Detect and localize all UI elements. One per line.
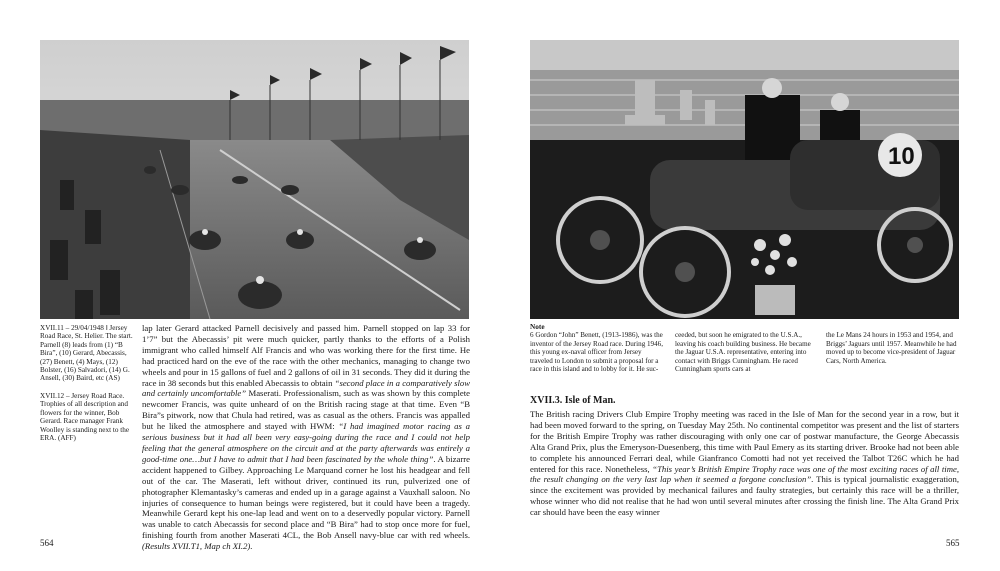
text-run: The British racing Drivers Club Empire Trophy meeting was raced in the Isle of Man for the second year in a row, but it had been moved forward to the spring, on Tuesday May 25th. No continental competitor was present and the list of starters for the British Empire Trophy was rather discouraging with only one car of postwar manufacture, the George Abecassis Alta Grand Prix, plus the Emeryson-Duesenberg, this time with Paul Emery as its starting driver. Brooke had not been able to complete his announced Ferrari deal, while Gianfranco Comotti had not yet received the Talbot T26C which he had entered for this race. Nonetheless, [530, 409, 959, 474]
section-heading: XVII.3. Isle of Man. [530, 395, 616, 406]
quote-run: “This year’s British Empire Trophy race was one of the most exciting races of all time, the result changing on the very last lap when it seemed a forgone conclusion” [530, 463, 959, 485]
photo-caption-1: XVII.11 – 29/04/1948 ‖ Jersey Road Race, St. Helier. The start. Parnell (8) leads from (1) “B Bira”, (10) Gerard, Abecassis, (27) Benett, (4) Mays, (12) Bolster, (16) Salvadori, (14) G. Ansell, (30) Baird, etc (AS) [40, 324, 133, 383]
footnote-column-3 [826, 323, 962, 365]
footnote-column-1 [530, 323, 666, 373]
svg-text:10: 10 [888, 143, 915, 170]
race-start-photo [40, 40, 469, 319]
quote-run: “second place in a comparatively slow and certainly uncomfortable” [142, 377, 471, 399]
text-run: . This is typical journalistic exaggeration, since the excitement was provided by mechanical failures and faulty strategies, but certainly this race will be a thriller, whose winner who did not realise that he had won until several minutes after crossing the finish line. The Alta Grand Prix car should have been the easy winner [530, 474, 960, 518]
note-text: 6 Gordon “John” Benett, (1913-1986), was the inventor of the Jersey Road race. During 1946, this young ex-naval officer from Jersey traveled to London to submit a proposal for a race in this island and to lobby for it. He suc- [530, 331, 663, 374]
right-body-text [530, 409, 959, 518]
text-run: lap later Gerard attacked Parnell decisively and passed him. Parnell stopped on lap 33 for 1’7” but the Abecassis’ pit were much quicker, partly thanks to the efforts of a Polish immigrant who called himself Alf Francis and who was working there for the first time. He had practiced hard on the eve of the race with the other mechanics, managing to change two wheels and pour in 15 gallons of fuel and 2 gallons of oil in 31 seconds. They did it during the race in 38 seconds but this enabled Abecassis to obtain [142, 323, 470, 388]
photo-caption-2: XVII.12 – Jersey Road Race. Trophies of all description and flowers for the winner, Bob Gerard. Race manager Frank Woolley is standing next to the ERA. (AFF) [40, 392, 130, 443]
text-run: . A bizarre accident happened to Gilbey. Approaching Le Marquand corner he lost his headgear and fell out of the car. The Maserati, left without driver, continued its run, pulverized one of photographer Klemantasky’s cameras and ended up in a garage against a Vauxhall saloon. No injuries of consequence to human beings were registered, but it could have been a tragedy. Meanwhile Gerard kept his one-lap lead and went on to a deservedly popular victory. Parnell was unable to catch Abecassis for second place and “B Bira” had to stop once more for fuel, finishing fourth from another Maserati 4CL, the Bob Ansell navy-blue car with red wheels. [142, 453, 470, 541]
page-number-left: 564 [40, 538, 54, 548]
note-title: Note [530, 322, 545, 331]
reference-run: (Results XVII.T1, Map ch XI.2). [142, 541, 253, 552]
footnote-column-2 [675, 323, 811, 373]
text-run: Maserati. Professionalism, such as was shown by this complete newcomer Francis, was quite unheard of on the British racing stage at that time. Even “B Bira”s pitwork, now that Chula had retired, was as casual as the others. Francis was appalled but he liked the atmosphere and stayed with HWM: [142, 388, 470, 432]
note-text: the Le Mans 24 hours in 1953 and 1954, and Briggs’ Jaguars until 1957. Meanwhile he had moved up to become vice-president of Jaguar Cars, North America. [826, 331, 957, 365]
left-body-text [142, 323, 470, 552]
page-number-right: 565 [946, 538, 960, 548]
trophies-and-race-car-photo [530, 40, 959, 319]
note-text: ceeded, but soon he emigrated to the U.S.A., leaving his coach building business. He became the Jaguar U.S.A. representative, entering into contact with Briggs Cunningham. He raced Cunningham sports cars at [675, 331, 811, 374]
quote-run: “I had imagined motor racing as a serious business but it had all been very easy-going during the race and I could not help feeling that the general atmosphere on the circuit and at the party afterwards was entirely a good-time one…but I have to admit that I had been fascinated by the whole thing” [142, 421, 471, 464]
